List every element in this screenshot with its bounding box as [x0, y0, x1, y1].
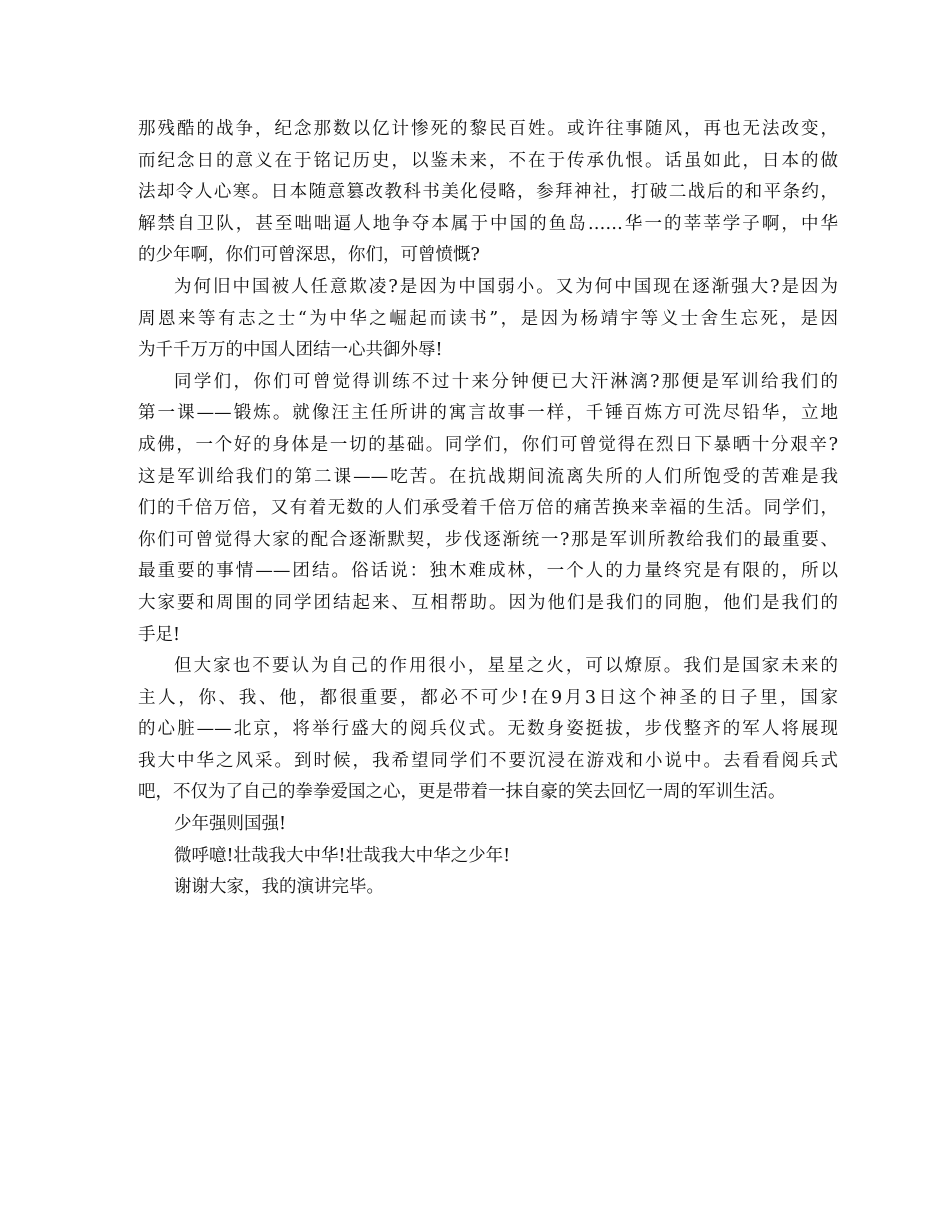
- text-line: 微呼噫!壮哉我大中华!壮哉我大中华之少年!: [174, 845, 511, 866]
- paragraph: [138, 272, 838, 367]
- text-line: 法却令人心寒。日本随意篡改教科书美化侵略，参拜神社，打破二战后的和平条约，: [138, 182, 838, 203]
- text-line: 手足!: [138, 624, 181, 645]
- text-line: 第一课——锻炼。就像汪主任所讲的寓言故事一样，千锤百炼方可洗尽铅华，立地: [138, 403, 838, 424]
- text-line: 主人，你、我、他，都很重要，都必不可少!在9月3日这个神圣的日子里，国家: [138, 687, 838, 708]
- text-line: 那残酷的战争，纪念那数以亿计惨死的黎民百姓。或许往事随风，再也无法改变，: [138, 119, 838, 139]
- text-line: 最重要的事情——团结。俗话说：独木难成林，一个人的力量终究是有限的，所以: [138, 561, 838, 582]
- paragraph: [138, 841, 838, 873]
- text-line: 周恩来等有志之士“为中华之崛起而读书”，是因为杨靖宇等义士舍生忘死，是因: [138, 308, 838, 329]
- paragraph: [138, 872, 838, 904]
- text-line: 大家要和周围的同学团结起来、互相帮助。因为他们是我们的同胞，他们是我们的: [138, 592, 838, 613]
- text-line: 吧，不仅为了自己的拳拳爱国之心，更是带着一抹自豪的笑去回忆一周的军训生活。: [138, 782, 786, 803]
- text-line: 为何旧中国被人任意欺凌?是因为中国弱小。又为何中国现在逐渐强大?是因为: [174, 276, 838, 297]
- paragraph: [138, 367, 838, 651]
- paragraph: [138, 809, 838, 841]
- text-line: 你们可曾觉得大家的配合逐渐默契，步伐逐渐统一?那是军训所教给我们的最重要、: [138, 529, 838, 550]
- text-line: 的少年啊，你们可曾深思，你们，可曾愤慨?: [138, 245, 480, 266]
- text-line: 同学们，你们可曾觉得训练不过十来分钟便已大汗淋漓?那便是军训给我们的: [174, 371, 838, 392]
- text-line: 而纪念日的意义在于铭记历史，以鉴未来，不在于传承仇恨。话虽如此，日本的做: [138, 150, 838, 171]
- text-line: 解禁自卫队，甚至咄咄逼人地争夺本属于中国的鱼岛……华一的莘莘学子啊，中华: [138, 213, 838, 234]
- text-line: 成佛，一个好的身体是一切的基础。同学们，你们可曾觉得在烈日下暴晒十分艰辛?: [138, 434, 838, 455]
- text-line: 我大中华之风采。到时候，我希望同学们不要沉浸在游戏和小说中。去看看阅兵式: [138, 750, 838, 771]
- text-line: 的心脏——北京，将举行盛大的阅兵仪式。无数身姿挺拔，步伐整齐的军人将展现: [138, 719, 838, 740]
- text-line: 少年强则国强!: [174, 814, 287, 835]
- text-line: 这是军训给我们的第二课——吃苦。在抗战期间流离失所的人们所饱受的苦难是我: [138, 466, 838, 487]
- text-line: 为千千万万的中国人团结一心共御外辱!: [138, 340, 443, 361]
- paragraph: [138, 114, 838, 272]
- paragraph: [138, 651, 838, 809]
- text-line: 谢谢大家，我的演讲完毕。: [174, 877, 384, 898]
- text-line: 们的千倍万倍，又有着无数的人们承受着千倍万倍的痛苦换来幸福的生活。同学们，: [138, 498, 838, 519]
- text-line: 但大家也不要认为自己的作用很小，星星之火，可以燎原。我们是国家未来的: [174, 656, 838, 677]
- document-body: [138, 114, 838, 904]
